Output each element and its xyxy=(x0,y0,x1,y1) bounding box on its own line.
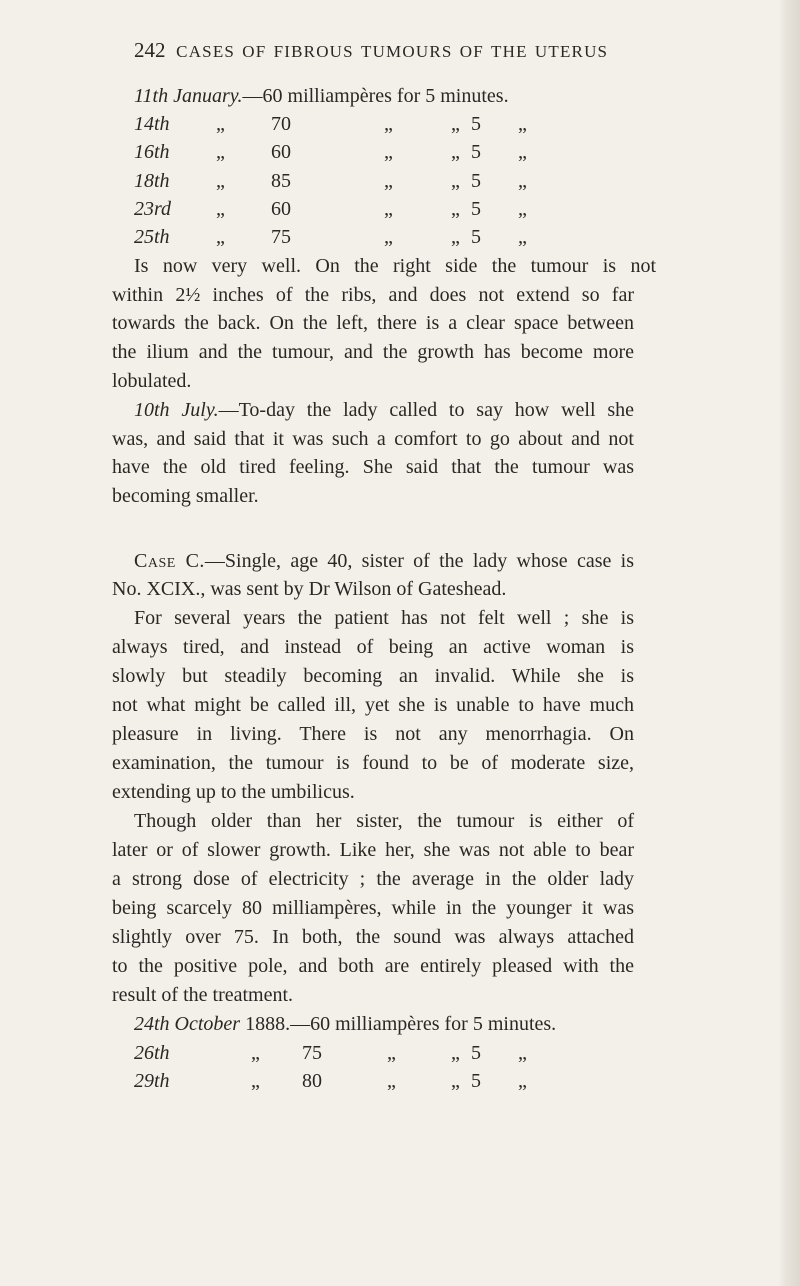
paragraph-line: a strong dose of electricity ; the average in the older lady xyxy=(112,868,634,890)
log-date: 18th xyxy=(134,170,170,192)
paragraph-line: extending up to the umbilicus. xyxy=(112,781,355,803)
ditto-mark: „ xyxy=(451,226,460,248)
ditto-mark: „ xyxy=(451,113,460,135)
paragraph-line xyxy=(134,400,634,420)
case-heading-line xyxy=(134,551,634,571)
log-amount: 80 xyxy=(302,1070,322,1092)
ditto-mark: „ xyxy=(384,226,393,248)
log-minutes: 5 xyxy=(471,1042,481,1064)
ditto-mark: „ xyxy=(451,1042,460,1064)
log-date: 29th xyxy=(134,1070,170,1092)
case-intro: —Single, age 40, sister of the lady whose case is xyxy=(204,550,634,572)
paragraph-line: was, and said that it was such a comfort to go about and not xyxy=(112,428,634,450)
ditto-mark: „ xyxy=(251,1070,260,1092)
page-number: 242 xyxy=(134,38,166,62)
log-date: 25th xyxy=(134,226,170,248)
log-amount: 85 xyxy=(271,170,291,192)
paragraph-line: Is now very well. On the right side the tumour is not xyxy=(134,255,656,277)
page-edge-shadow xyxy=(778,0,800,1286)
paragraph-line: not what might be called ill, yet she is unable to have much xyxy=(112,694,634,716)
paragraph-line: the ilium and the tumour, and the growth has become more xyxy=(112,341,634,363)
paragraph-line: No. XCIX., was sent by Dr Wilson of Gateshead. xyxy=(112,578,507,600)
running-title: cases of fibrous tumours of the uterus xyxy=(176,37,609,63)
ditto-mark: „ xyxy=(384,113,393,135)
log-amount: 70 xyxy=(271,113,291,135)
log-amount: 1888.—60 milliampères for 5 minutes. xyxy=(240,1013,557,1035)
entry-date: 10th July. xyxy=(134,399,219,421)
paragraph-line: always tired, and instead of being an active woman is xyxy=(112,636,634,658)
ditto-mark: „ xyxy=(384,141,393,163)
log-amount: 60 xyxy=(271,141,291,163)
ditto-mark: „ xyxy=(451,170,460,192)
ditto-mark: „ xyxy=(518,113,527,135)
log-entry-first xyxy=(134,1014,556,1034)
ditto-mark: „ xyxy=(216,141,225,163)
paragraph-line: have the old tired feeling. She said that the tumour was xyxy=(112,456,634,478)
ditto-mark: „ xyxy=(518,1042,527,1064)
log-date: 14th xyxy=(134,113,170,135)
paragraph-line: pleasure in living. There is not any menorrhagia. On xyxy=(112,723,634,745)
log-minutes: 5 xyxy=(471,1070,481,1092)
log-minutes: 5 xyxy=(471,198,481,220)
log-minutes: 5 xyxy=(471,141,481,163)
paragraph-line: lobulated. xyxy=(112,370,192,392)
paragraph-line: later or of slower growth. Like her, she was not able to bear xyxy=(112,839,634,861)
log-minutes: 5 xyxy=(471,226,481,248)
log-date: 24th October xyxy=(134,1013,241,1035)
entry-text: —To-day the lady called to say how well she xyxy=(218,399,634,421)
log-amount: 60 xyxy=(271,198,291,220)
paragraph-line: to the positive pole, and both are entirely pleased with the xyxy=(112,955,634,977)
log-date: 16th xyxy=(134,141,170,163)
log-minutes: 5 xyxy=(471,113,481,135)
ditto-mark: „ xyxy=(216,226,225,248)
ditto-mark: „ xyxy=(451,141,460,163)
paragraph-line: being scarcely 80 milliampères, while in the younger it was xyxy=(112,897,634,919)
case-heading: Case C. xyxy=(134,550,205,572)
ditto-mark: „ xyxy=(216,198,225,220)
ditto-mark: „ xyxy=(387,1070,396,1092)
ditto-mark: „ xyxy=(451,198,460,220)
log-minutes: 5 xyxy=(471,170,481,192)
ditto-mark: „ xyxy=(518,170,527,192)
paragraph-line: result of the treatment. xyxy=(112,984,294,1006)
ditto-mark: „ xyxy=(216,113,225,135)
log-amount: —60 milliampères for 5 minutes. xyxy=(242,85,509,107)
ditto-mark: „ xyxy=(518,141,527,163)
log-date: 23rd xyxy=(134,198,172,220)
ditto-mark: „ xyxy=(384,198,393,220)
log-amount: 75 xyxy=(302,1042,322,1064)
ditto-mark: „ xyxy=(518,226,527,248)
paragraph-line: Though older than her sister, the tumour is either of xyxy=(134,810,634,832)
ditto-mark: „ xyxy=(387,1042,396,1064)
log-entry-first xyxy=(134,86,509,106)
running-header xyxy=(134,37,608,64)
ditto-mark: „ xyxy=(451,1070,460,1092)
ditto-mark: „ xyxy=(518,1070,527,1092)
paragraph-line: slowly but steadily becoming an invalid. While she is xyxy=(112,665,634,687)
paragraph-line: towards the back. On the left, there is a clear space between xyxy=(112,312,634,334)
paragraph-line: within 2½ inches of the ribs, and does not extend so far xyxy=(112,284,634,306)
log-date: 11th January. xyxy=(134,85,243,107)
log-date: 26th xyxy=(134,1042,170,1064)
paragraph-line: examination, the tumour is found to be of moderate size, xyxy=(112,752,634,774)
ditto-mark: „ xyxy=(518,198,527,220)
ditto-mark: „ xyxy=(216,170,225,192)
ditto-mark: „ xyxy=(251,1042,260,1064)
log-amount: 75 xyxy=(271,226,291,248)
paragraph-line: becoming smaller. xyxy=(112,485,259,507)
ditto-mark: „ xyxy=(384,170,393,192)
paragraph-line: slightly over 75. In both, the sound was always attached xyxy=(112,926,634,948)
paragraph-line: For several years the patient has not felt well ; she is xyxy=(134,607,634,629)
